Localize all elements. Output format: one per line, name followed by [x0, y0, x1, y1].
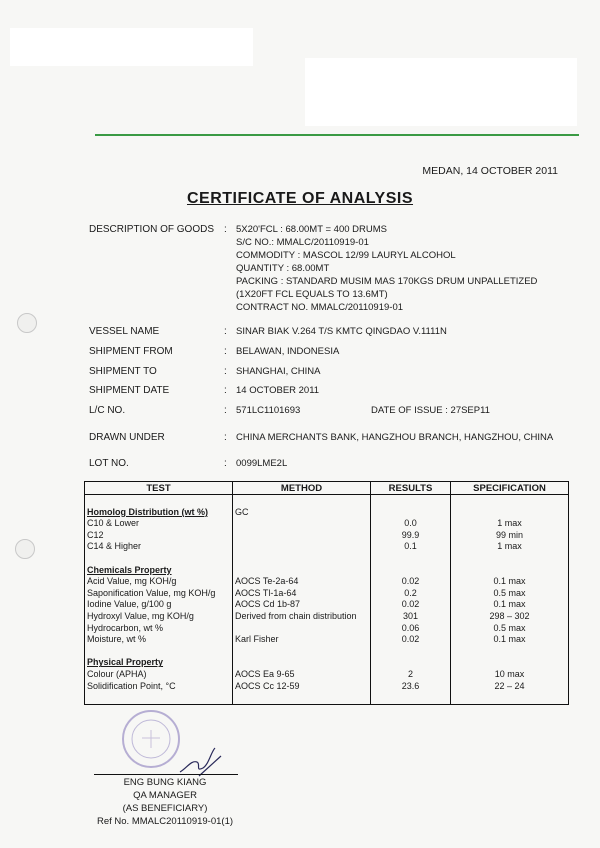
cell-result — [371, 495, 451, 507]
description-line: PACKING : STANDARD MUSIM MAS 170KGS DRUM UNPALLETIZED — [236, 276, 538, 287]
cell-result — [371, 553, 451, 565]
shipment-to-label: SHIPMENT TO — [89, 366, 157, 377]
cell-result — [371, 565, 451, 577]
cell-result — [371, 646, 451, 658]
cell-specification: 22 – 24 — [451, 681, 569, 693]
cell-result: 23.6 — [371, 681, 451, 693]
cell-specification — [451, 553, 569, 565]
cell-test — [85, 553, 233, 565]
cell-method: GC — [233, 507, 371, 519]
table-row — [85, 611, 569, 623]
shipment-from-value: BELAWAN, INDONESIA — [236, 346, 340, 357]
document-date: MEDAN, 14 OCTOBER 2011 — [422, 165, 558, 177]
table-section-row — [85, 657, 569, 669]
redacted-header-block — [10, 28, 253, 66]
cell-test — [85, 692, 233, 704]
table-header-row — [85, 482, 569, 495]
colon: : — [224, 224, 227, 235]
shipment-date-label: SHIPMENT DATE — [89, 385, 170, 396]
table-row — [85, 599, 569, 611]
cell-test: Colour (APHA) — [85, 669, 233, 681]
description-label: DESCRIPTION OF GOODS — [89, 224, 215, 235]
cell-method — [233, 541, 371, 553]
lc-no-value: 571LC1101693 — [236, 405, 301, 416]
cell-test: Hydroxyl Value, mg KOH/g — [85, 611, 233, 623]
cell-test: C12 — [85, 530, 233, 542]
cell-test — [85, 646, 233, 658]
cell-specification: 298 – 302 — [451, 611, 569, 623]
cell-method — [233, 657, 371, 669]
drawn-under-label: DRAWN UNDER — [89, 432, 165, 443]
description-line: QUANTITY : 68.00MT — [236, 263, 330, 274]
date-of-issue: DATE OF ISSUE : 27SEP11 — [371, 405, 490, 416]
table-section-row — [85, 507, 569, 519]
table-body — [85, 495, 569, 705]
signatory-title: QA MANAGER — [133, 790, 197, 801]
cell-result: 0.06 — [371, 623, 451, 635]
cell-test: Chemicals Property — [85, 565, 233, 577]
lot-no-label: LOT NO. — [89, 458, 129, 469]
cell-method: AOCS Cc 12-59 — [233, 681, 371, 693]
cell-result: 99.9 — [371, 530, 451, 542]
table-row — [85, 495, 569, 507]
cell-method — [233, 495, 371, 507]
colon: : — [224, 432, 227, 443]
cell-method: Derived from chain distribution — [233, 611, 371, 623]
cell-test: Homolog Distribution (wt %) — [85, 507, 233, 519]
cell-specification: 1 max — [451, 518, 569, 530]
cell-result — [371, 657, 451, 669]
cell-method — [233, 623, 371, 635]
table-row — [85, 669, 569, 681]
signatory-name: ENG BUNG KIANG — [123, 777, 207, 788]
cell-specification — [451, 657, 569, 669]
cell-method — [233, 530, 371, 542]
cell-method — [233, 518, 371, 530]
cell-specification — [451, 646, 569, 658]
cell-specification — [451, 507, 569, 519]
table-row — [85, 646, 569, 658]
cell-method — [233, 692, 371, 704]
cell-test: Solidification Point, °C — [85, 681, 233, 693]
table-row — [85, 692, 569, 704]
cell-specification: 0.5 max — [451, 623, 569, 635]
header-results: RESULTS — [371, 482, 451, 495]
cell-test: C10 & Lower — [85, 518, 233, 530]
colon: : — [224, 405, 227, 416]
cell-test: Moisture, wt % — [85, 634, 233, 646]
table-row — [85, 623, 569, 635]
cell-specification — [451, 495, 569, 507]
table-row — [85, 541, 569, 553]
shipment-from-label: SHIPMENT FROM — [89, 346, 173, 357]
cell-result: 2 — [371, 669, 451, 681]
lot-no-value: 0099LME2L — [236, 458, 288, 469]
header-test: TEST — [85, 482, 233, 495]
table-row — [85, 634, 569, 646]
cell-specification: 1 max — [451, 541, 569, 553]
table-row — [85, 530, 569, 542]
redacted-logo-block — [305, 58, 577, 126]
header-method: METHOD — [233, 482, 371, 495]
cell-test: Hydrocarbon, wt % — [85, 623, 233, 635]
signatory-role: (AS BENEFICIARY) — [122, 803, 208, 814]
cell-method: Karl Fisher — [233, 634, 371, 646]
vessel-name-value: SINAR BIAK V.264 T/S KMTC QINGDAO V.1111N — [236, 326, 447, 337]
cell-result — [371, 507, 451, 519]
cell-method — [233, 565, 371, 577]
page-title: CERTIFICATE OF ANALYSIS — [186, 190, 414, 207]
signature-icon — [175, 742, 225, 782]
cell-result: 0.02 — [371, 576, 451, 588]
cell-result: 0.02 — [371, 634, 451, 646]
cell-test: Physical Property — [85, 657, 233, 669]
table-row — [85, 576, 569, 588]
company-stamp-icon — [120, 708, 182, 770]
colon: : — [224, 366, 227, 377]
analysis-table — [84, 481, 569, 705]
cell-specification — [451, 565, 569, 577]
cell-result: 301 — [371, 611, 451, 623]
cell-specification: 0.1 max — [451, 599, 569, 611]
cell-result — [371, 692, 451, 704]
cell-specification: 99 min — [451, 530, 569, 542]
reference-number: Ref No. MMALC20110919-01(1) — [96, 816, 234, 827]
description-line: S/C NO.: MMALC/20110919-01 — [236, 237, 369, 248]
punch-hole — [15, 539, 35, 559]
description-line: (1X20FT FCL EQUALS TO 13.6MT) — [236, 289, 388, 300]
table-row — [85, 518, 569, 530]
table-row — [85, 681, 569, 693]
table-row — [85, 553, 569, 565]
colon: : — [224, 326, 227, 337]
header-specification: SPECIFICATION — [451, 482, 569, 495]
description-line: CONTRACT NO. MMALC/20110919-01 — [236, 302, 404, 313]
cell-result: 0.02 — [371, 599, 451, 611]
colon: : — [224, 346, 227, 357]
vessel-name-label: VESSEL NAME — [89, 326, 160, 337]
cell-specification: 0.1 max — [451, 634, 569, 646]
cell-method — [233, 553, 371, 565]
table-section-row — [85, 565, 569, 577]
signature-line — [94, 774, 238, 775]
shipment-date-value: 14 OCTOBER 2011 — [236, 385, 320, 396]
colon: : — [224, 385, 227, 396]
cell-test: Iodine Value, g/100 g — [85, 599, 233, 611]
punch-hole — [17, 313, 37, 333]
cell-result: 0.1 — [371, 541, 451, 553]
cell-test — [85, 495, 233, 507]
header-divider — [95, 134, 579, 136]
cell-test: Saponification Value, mg KOH/g — [85, 588, 233, 600]
cell-method: AOCS Te-2a-64 — [233, 576, 371, 588]
cell-method: AOCS Tl-1a-64 — [233, 588, 371, 600]
lc-no-label: L/C NO. — [89, 405, 126, 416]
cell-specification — [451, 692, 569, 704]
cell-test: C14 & Higher — [85, 541, 233, 553]
cell-result: 0.0 — [371, 518, 451, 530]
description-line: 5X20'FCL : 68.00MT = 400 DRUMS — [236, 224, 387, 235]
cell-specification: 0.5 max — [451, 588, 569, 600]
shipment-to-value: SHANGHAI, CHINA — [236, 366, 321, 377]
description-line: COMMODITY : MASCOL 12/99 LAURYL ALCOHOL — [236, 250, 456, 261]
drawn-under-value: CHINA MERCHANTS BANK, HANGZHOU BRANCH, HANGZHOU, CHINA — [236, 432, 554, 443]
cell-method — [233, 646, 371, 658]
table-row — [85, 588, 569, 600]
cell-result: 0.2 — [371, 588, 451, 600]
cell-method: AOCS Cd 1b-87 — [233, 599, 371, 611]
cell-specification: 10 max — [451, 669, 569, 681]
cell-specification: 0.1 max — [451, 576, 569, 588]
cell-test: Acid Value, mg KOH/g — [85, 576, 233, 588]
colon: : — [224, 458, 227, 469]
cell-method: AOCS Ea 9-65 — [233, 669, 371, 681]
